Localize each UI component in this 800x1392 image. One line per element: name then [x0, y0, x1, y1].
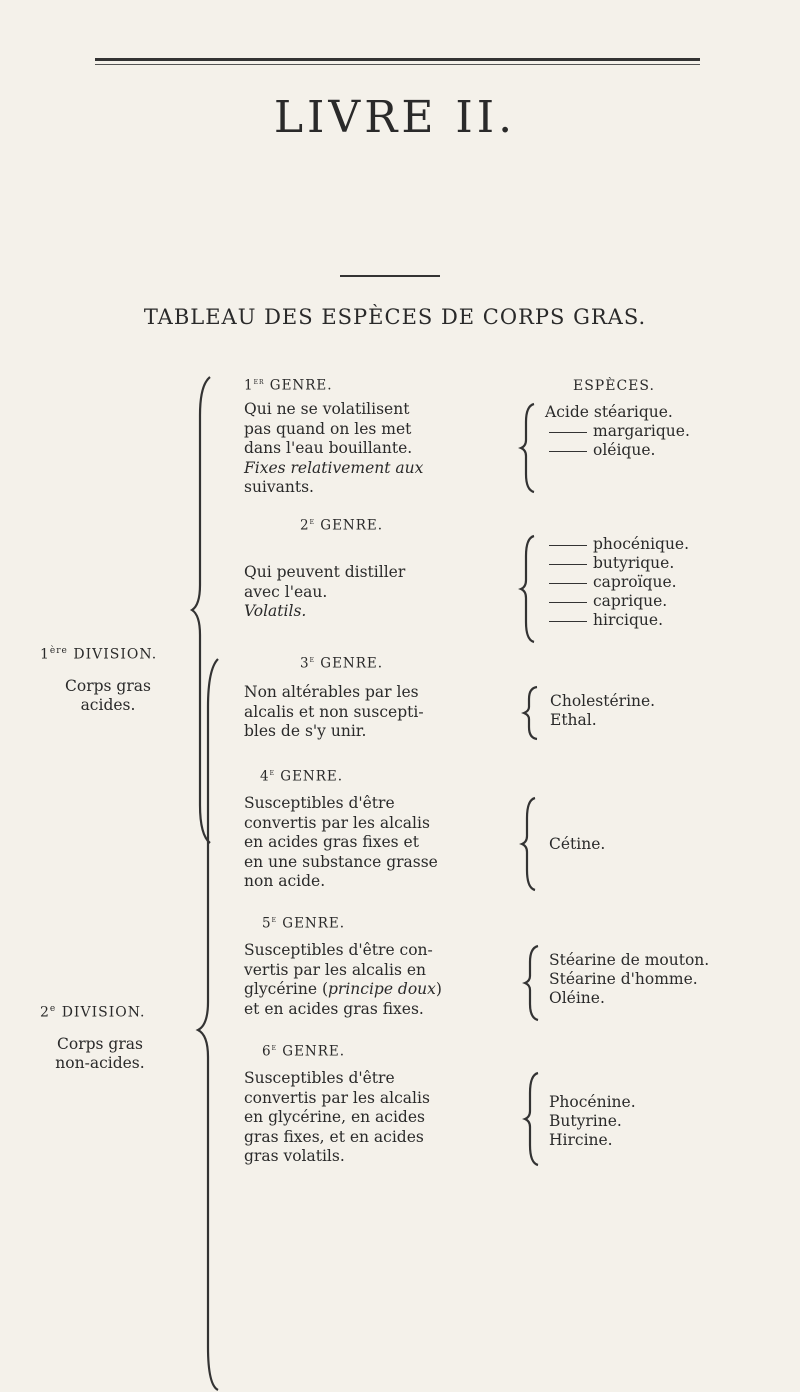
species-item: Phocénine.	[549, 1093, 636, 1111]
title-rule	[340, 275, 440, 277]
genre-6-brace	[524, 1071, 544, 1167]
genre-4-species	[549, 835, 605, 854]
genre-1-heading: 1er GENRE.	[244, 377, 333, 394]
species-item: hircique.	[545, 611, 689, 630]
species-item: Oléine.	[549, 989, 605, 1007]
top-rule	[95, 58, 700, 61]
species-item: Cholestérine.	[550, 692, 656, 710]
genre-1-species	[545, 403, 690, 460]
species-item: Acide stéarique.	[545, 403, 673, 421]
species-item: butyrique.	[545, 554, 689, 573]
genre-5-brace	[524, 944, 544, 1022]
genre-4-heading: 4e GENRE.	[260, 768, 344, 785]
genre-5-species	[549, 951, 709, 1008]
top-rule-thin	[95, 64, 700, 65]
genre-6-description: Susceptibles d'être convertis par les alcalis en glycérine, en acides gras fixes, et en acides gras volatils.	[244, 1069, 430, 1165]
genre-4-description: Susceptibles d'être convertis par les alcalis en acides gras fixes et en une substance grasse non acide.	[244, 794, 438, 890]
table-title: TABLEAU DES ESPÈCES DE CORPS GRAS.	[143, 305, 647, 329]
genre-3-brace	[523, 685, 543, 741]
genre-5-description: Susceptibles d'être con- vertis par les alcalis en glycérine (principe doux) et en acides gras fixes.	[244, 941, 442, 1018]
genre-3-heading: 3e GENRE.	[300, 655, 384, 672]
species-item: caproïque.	[545, 573, 689, 592]
genre-3-description: Non altérables par les alcalis et non suscepti- bles de s'y unir.	[244, 683, 424, 740]
species-header: ESPÈCES.	[573, 378, 655, 394]
division-1-subtitle: Corps gras acides.	[65, 677, 151, 714]
genre-2-brace	[520, 534, 540, 644]
genre-5-heading: 5e GENRE.	[262, 915, 346, 932]
species-item: margarique.	[545, 422, 690, 441]
division-2-subtitle: Corps gras non-acides.	[55, 1035, 145, 1072]
genre-1-description: Qui ne se volatilisent pas quand on les met dans l'eau bouillante. Fixes relativement aux suivants.	[244, 400, 424, 496]
division-2-brace	[196, 657, 226, 1392]
genre-1-brace	[520, 402, 540, 494]
species-item: caprique.	[545, 592, 689, 611]
species-item: Stéarine d'homme.	[549, 970, 698, 988]
species-item: phocénique.	[545, 535, 689, 554]
species-item: Hircine.	[549, 1131, 613, 1149]
genre-2-heading: 2e GENRE.	[300, 517, 384, 534]
genre-6-species	[549, 1093, 636, 1150]
genre-2-species	[545, 535, 689, 630]
division-1-label: 1ère DIVISION.	[40, 646, 158, 663]
genre-6-heading: 6e GENRE.	[262, 1043, 346, 1060]
species-item: Butyrine.	[549, 1112, 622, 1130]
species-item: Stéarine de mouton.	[549, 951, 710, 969]
species-item: Ethal.	[550, 711, 597, 729]
genre-3-species	[550, 692, 655, 730]
species-item: Cétine.	[549, 835, 606, 853]
book-title: LIVRE II.	[273, 92, 517, 143]
species-item: oléique.	[545, 441, 690, 460]
division-2-label: 2e DIVISION.	[40, 1004, 146, 1021]
genre-2-description: Qui peuvent distiller avec l'eau. Volatils.	[244, 563, 406, 620]
genre-4-brace	[521, 796, 541, 892]
